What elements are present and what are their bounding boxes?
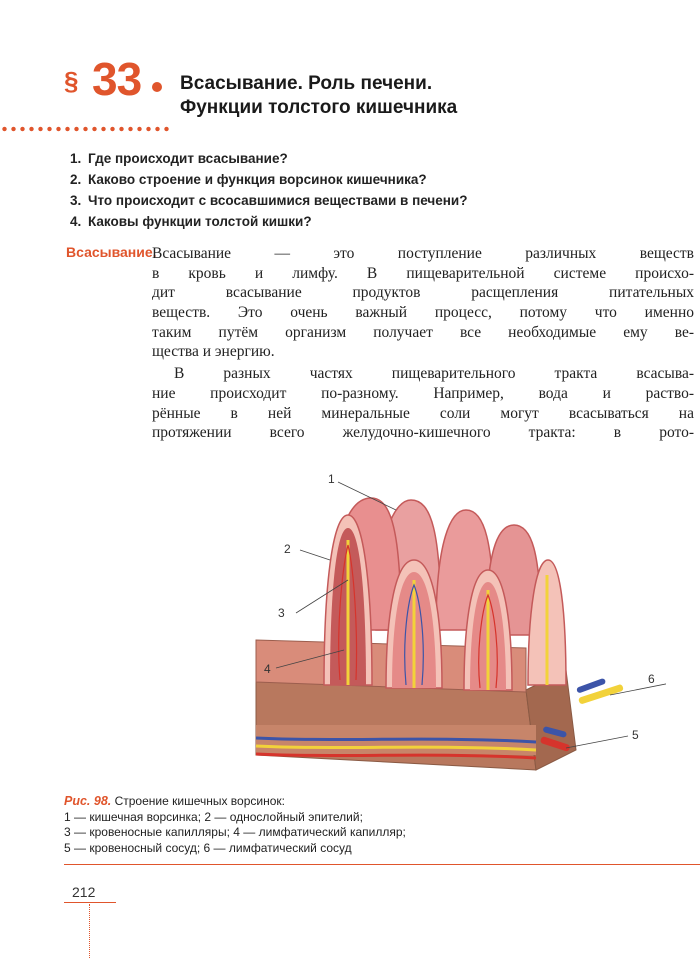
side-heading: Всасывание. <box>66 244 157 260</box>
callout-2: 2 <box>284 542 291 556</box>
body-line: протяжении всего желудочно-кишечного тракта: в рото- <box>152 424 694 442</box>
body-line: В разных частях пищеварительного тракта всасыва- <box>174 365 694 383</box>
caption-line: 3 — кровеносные капилляры; 4 — лимфатический капилляр; <box>64 825 406 839</box>
question-item: 3. Что происходит с всосавшимися веществами в печени? <box>70 193 468 208</box>
page-number-rule <box>64 902 116 903</box>
question-item: 4. Каковы функции толстой кишки? <box>70 214 312 229</box>
paragraph-sign: § <box>64 66 79 96</box>
villi-illustration <box>236 470 666 790</box>
title-line-1: Всасывание. Роль печени. <box>180 73 433 94</box>
caption-title: Строение кишечных ворсинок: <box>114 794 285 808</box>
question-item: 1. Где происходит всасывание? <box>70 151 288 166</box>
villi-drawing <box>236 470 666 790</box>
body-line: таким путём организм получает все необходимые ему ве- <box>152 323 694 341</box>
question-item: 2. Каково строение и функция ворсинок кишечника? <box>70 172 427 187</box>
page-title <box>180 72 457 120</box>
body-line: Всасывание — это поступление различных веществ <box>152 245 694 262</box>
section-dot-decoration <box>152 82 162 92</box>
caption-divider <box>64 864 700 865</box>
body-line: в кровь и лимфу. В пищеварительной системе происхо- <box>152 264 694 282</box>
section-number: 33 <box>92 53 142 105</box>
dotted-divider <box>0 126 172 132</box>
body-line: рённые в ней минеральные соли могут всасываться на <box>152 404 694 422</box>
body-line: дит всасывание продуктов расщепления питательных <box>152 284 694 302</box>
body-text <box>152 244 694 443</box>
callout-6: 6 <box>648 672 655 686</box>
callout-5: 5 <box>632 728 639 742</box>
callout-1: 1 <box>328 472 335 486</box>
title-line-2: Функции толстого кишечника <box>180 97 458 118</box>
page-dotted-line <box>89 904 90 958</box>
body-line: веществ. Это очень важный процесс, потому что именно <box>152 304 694 322</box>
page-number: 212 <box>72 884 96 900</box>
caption-line: 5 — кровеносный сосуд; 6 — лимфатический сосуд <box>64 840 352 855</box>
figure-label: Рис. 98. <box>64 794 112 808</box>
callout-3: 3 <box>278 606 285 620</box>
body-line: щества и энергию. <box>152 343 275 361</box>
figure-caption <box>64 794 444 856</box>
callout-4: 4 <box>264 662 271 676</box>
body-line: ние происходит по-разному. Например, вода и раство- <box>152 384 694 402</box>
caption-line: 1 — кишечная ворсинка; 2 — однослойный эпителий; <box>64 809 363 824</box>
leader-line-2 <box>300 550 330 560</box>
question-list <box>70 148 467 232</box>
